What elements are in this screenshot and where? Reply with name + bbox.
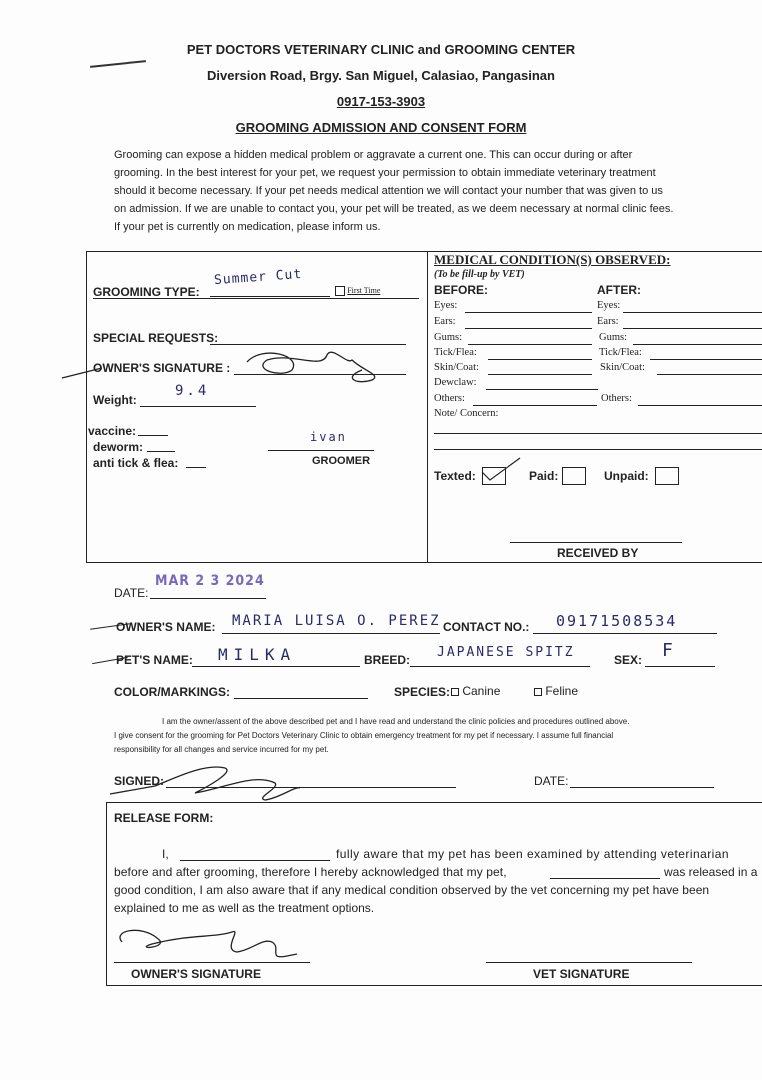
note-label: Note/ Concern: bbox=[434, 408, 499, 419]
special-requests-label: SPECIAL REQUESTS: bbox=[93, 331, 219, 345]
before-eyes-field[interactable] bbox=[465, 300, 592, 313]
paid-checkbox[interactable] bbox=[562, 467, 586, 485]
intro-line: on admission. If we are unable to contact you, your pet will be treated, as we deem necessary at normal clinic fees. bbox=[114, 203, 674, 215]
antitick-label: anti tick & flea: bbox=[93, 456, 179, 470]
before-ears-label: Ears: bbox=[434, 316, 456, 327]
signed-label: SIGNED: bbox=[114, 774, 165, 788]
after-gums-label: Gums: bbox=[599, 332, 628, 343]
canine-checkbox[interactable] bbox=[451, 688, 459, 696]
intro-line: Grooming can expose a hidden medical problem or aggravate a current one. This can occur during or after bbox=[114, 149, 633, 161]
release-line2b: was released in a bbox=[664, 865, 758, 879]
after-tick-field[interactable] bbox=[650, 347, 762, 360]
before-others-label: Others: bbox=[434, 393, 465, 404]
clinic-address: Diversion Road, Brgy. San Miguel, Calasiao, Pangasinan bbox=[207, 68, 555, 83]
intro-line: grooming. In the best interest for your pet, we request your permission to obtain immediate veterinary treatment bbox=[114, 167, 656, 179]
signed-signature-scribble bbox=[105, 758, 305, 804]
first-time-option[interactable] bbox=[335, 286, 380, 296]
after-gums-field[interactable] bbox=[633, 332, 762, 345]
date-stamp: MAR 2 3 2024 bbox=[155, 573, 265, 589]
intro-line: If your pet is currently on medication, please inform us. bbox=[114, 221, 381, 233]
before-skin-label: Skin/Coat: bbox=[434, 362, 479, 373]
vaccine-field[interactable] bbox=[138, 423, 168, 436]
note-line-1[interactable] bbox=[434, 433, 762, 434]
color-label: COLOR/MARKINGS: bbox=[114, 685, 230, 699]
medical-box bbox=[427, 251, 762, 563]
release-owner-signature-label: OWNER'S SIGNATURE bbox=[131, 967, 261, 981]
consent-text bbox=[114, 715, 724, 757]
breed-label: BREED: bbox=[364, 653, 411, 667]
after-skin-field[interactable] bbox=[657, 362, 762, 375]
vet-signature-line[interactable] bbox=[486, 962, 692, 963]
antitick-field[interactable] bbox=[186, 455, 206, 468]
texted-label: Texted: bbox=[434, 469, 476, 483]
signed-date-label: DATE: bbox=[534, 774, 569, 788]
sex-field[interactable] bbox=[645, 652, 715, 667]
signed-date-field[interactable] bbox=[570, 773, 714, 788]
sex-label: SEX: bbox=[614, 653, 643, 667]
groomer-value: ivan bbox=[310, 430, 347, 444]
consent-line: responsibility for all changes and service incurred for my pet. bbox=[114, 745, 329, 754]
release-line3: good condition, I am also aware that if any medical condition observed by the vet concerning my pet have been bbox=[114, 883, 710, 897]
before-label: BEFORE: bbox=[434, 283, 488, 297]
release-name-field[interactable] bbox=[180, 846, 330, 861]
grooming-type-line2 bbox=[93, 298, 419, 299]
release-line4: explained to me as well as the treatment options. bbox=[114, 901, 375, 915]
groomer-line[interactable] bbox=[268, 450, 374, 451]
owner-name-value: MARIA LUISA O. PEREZ bbox=[232, 613, 441, 629]
deworm-field[interactable] bbox=[147, 439, 175, 452]
clinic-phone: 0917-153-3903 bbox=[336, 94, 426, 109]
before-ears-field[interactable] bbox=[465, 316, 592, 329]
received-by-line[interactable] bbox=[510, 542, 682, 543]
clinic-name: PET DOCTORS VETERINARY CLINIC and GROOMING CENTER bbox=[186, 42, 576, 57]
intro-line: should it become necessary. If your pet needs medical attention we will contact your number that was given to us bbox=[114, 185, 663, 197]
release-line2a: before and after grooming, therefore I hereby acknowledged that my pet, bbox=[114, 865, 507, 879]
owner-signature-scribble bbox=[62, 340, 392, 390]
before-dewclaw-field[interactable] bbox=[486, 377, 598, 390]
grooming-type-label: GROOMING TYPE: bbox=[93, 285, 200, 299]
after-others-label: Others: bbox=[601, 393, 632, 404]
owner-name-label: OWNER'S NAME: bbox=[116, 620, 216, 634]
before-eyes-label: Eyes: bbox=[434, 300, 458, 311]
after-eyes-label: Eyes: bbox=[597, 300, 621, 311]
pet-name-label: PET'S NAME: bbox=[116, 653, 193, 667]
first-time-label: First Time bbox=[347, 286, 381, 296]
after-ears-label: Ears: bbox=[597, 316, 619, 327]
owner-signature-line[interactable] bbox=[114, 962, 310, 963]
before-gums-field[interactable] bbox=[468, 332, 592, 345]
first-time-checkbox[interactable] bbox=[335, 286, 345, 296]
after-skin-label: Skin/Coat: bbox=[600, 362, 645, 373]
feline-label: Feline bbox=[545, 684, 579, 698]
release-owner-signature-scribble bbox=[112, 920, 302, 964]
vet-signature-label: VET SIGNATURE bbox=[533, 967, 630, 981]
grooming-type-value: Summer Cut bbox=[213, 266, 303, 289]
after-eyes-field[interactable] bbox=[623, 300, 762, 313]
intro-paragraph bbox=[114, 146, 724, 236]
before-tick-field[interactable] bbox=[488, 347, 592, 360]
feline-checkbox[interactable] bbox=[534, 688, 542, 696]
received-by-label: RECEIVED BY bbox=[557, 546, 639, 560]
deworm-label: deworm: bbox=[93, 440, 144, 454]
before-skin-field[interactable] bbox=[488, 362, 592, 375]
after-label: AFTER: bbox=[597, 283, 641, 297]
sex-value: F bbox=[662, 640, 676, 661]
medical-subtitle: (To be fill-up by VET) bbox=[434, 269, 525, 280]
unpaid-checkbox[interactable] bbox=[655, 467, 679, 485]
owner-signature-label: OWNER'S SIGNATURE : bbox=[93, 361, 231, 375]
pet-name-value: MILKA bbox=[218, 645, 297, 664]
date-label: DATE: bbox=[114, 586, 149, 600]
weight-value: 9.4 bbox=[175, 383, 210, 399]
feline-option[interactable] bbox=[534, 684, 578, 698]
canine-label: Canine bbox=[462, 684, 501, 698]
before-others-field[interactable] bbox=[473, 393, 597, 406]
species-label: SPECIES: bbox=[394, 685, 451, 699]
consent-line: I am the owner/assent of the above described pet and I have read and understand the clinic policies and procedures outlined above. bbox=[162, 717, 630, 726]
checkmark-icon bbox=[480, 456, 524, 486]
unpaid-label: Unpaid: bbox=[604, 469, 649, 483]
after-ears-field[interactable] bbox=[623, 316, 762, 329]
after-tick-label: Tick/Flea: bbox=[599, 347, 642, 358]
medical-title: MEDICAL CONDITION(S) OBSERVED: bbox=[434, 252, 671, 267]
release-i-label: I, bbox=[162, 847, 169, 861]
contact-value: 09171508534 bbox=[556, 612, 678, 630]
note-line-2[interactable] bbox=[434, 449, 762, 450]
canine-option[interactable] bbox=[451, 684, 500, 698]
after-others-field[interactable] bbox=[638, 393, 762, 406]
release-title: RELEASE FORM: bbox=[114, 811, 214, 825]
groomer-label: GROOMER bbox=[312, 455, 371, 467]
consent-line: I give consent for the grooming for Pet Doctors Veterinary Clinic to obtain emergency treatment for my pet if necessary. I assume full financial bbox=[114, 731, 614, 740]
release-pet-field[interactable] bbox=[550, 864, 660, 879]
paid-label: Paid: bbox=[529, 469, 559, 483]
color-field[interactable] bbox=[234, 684, 368, 699]
pen-mark bbox=[90, 60, 146, 68]
form-title: GROOMING ADMISSION AND CONSENT FORM bbox=[235, 120, 527, 135]
before-gums-label: Gums: bbox=[434, 332, 463, 343]
before-dewclaw-label: Dewclaw: bbox=[434, 377, 477, 388]
contact-label: CONTACT NO.: bbox=[443, 620, 530, 634]
before-tick-label: Tick/Flea: bbox=[434, 347, 477, 358]
vaccine-label: vaccine: bbox=[88, 424, 137, 438]
weight-label: Weight: bbox=[93, 393, 137, 407]
release-line1: fully aware that my pet has been examined by attending veterinarian bbox=[336, 847, 730, 861]
breed-value: JAPANESE SPITZ bbox=[437, 645, 575, 660]
